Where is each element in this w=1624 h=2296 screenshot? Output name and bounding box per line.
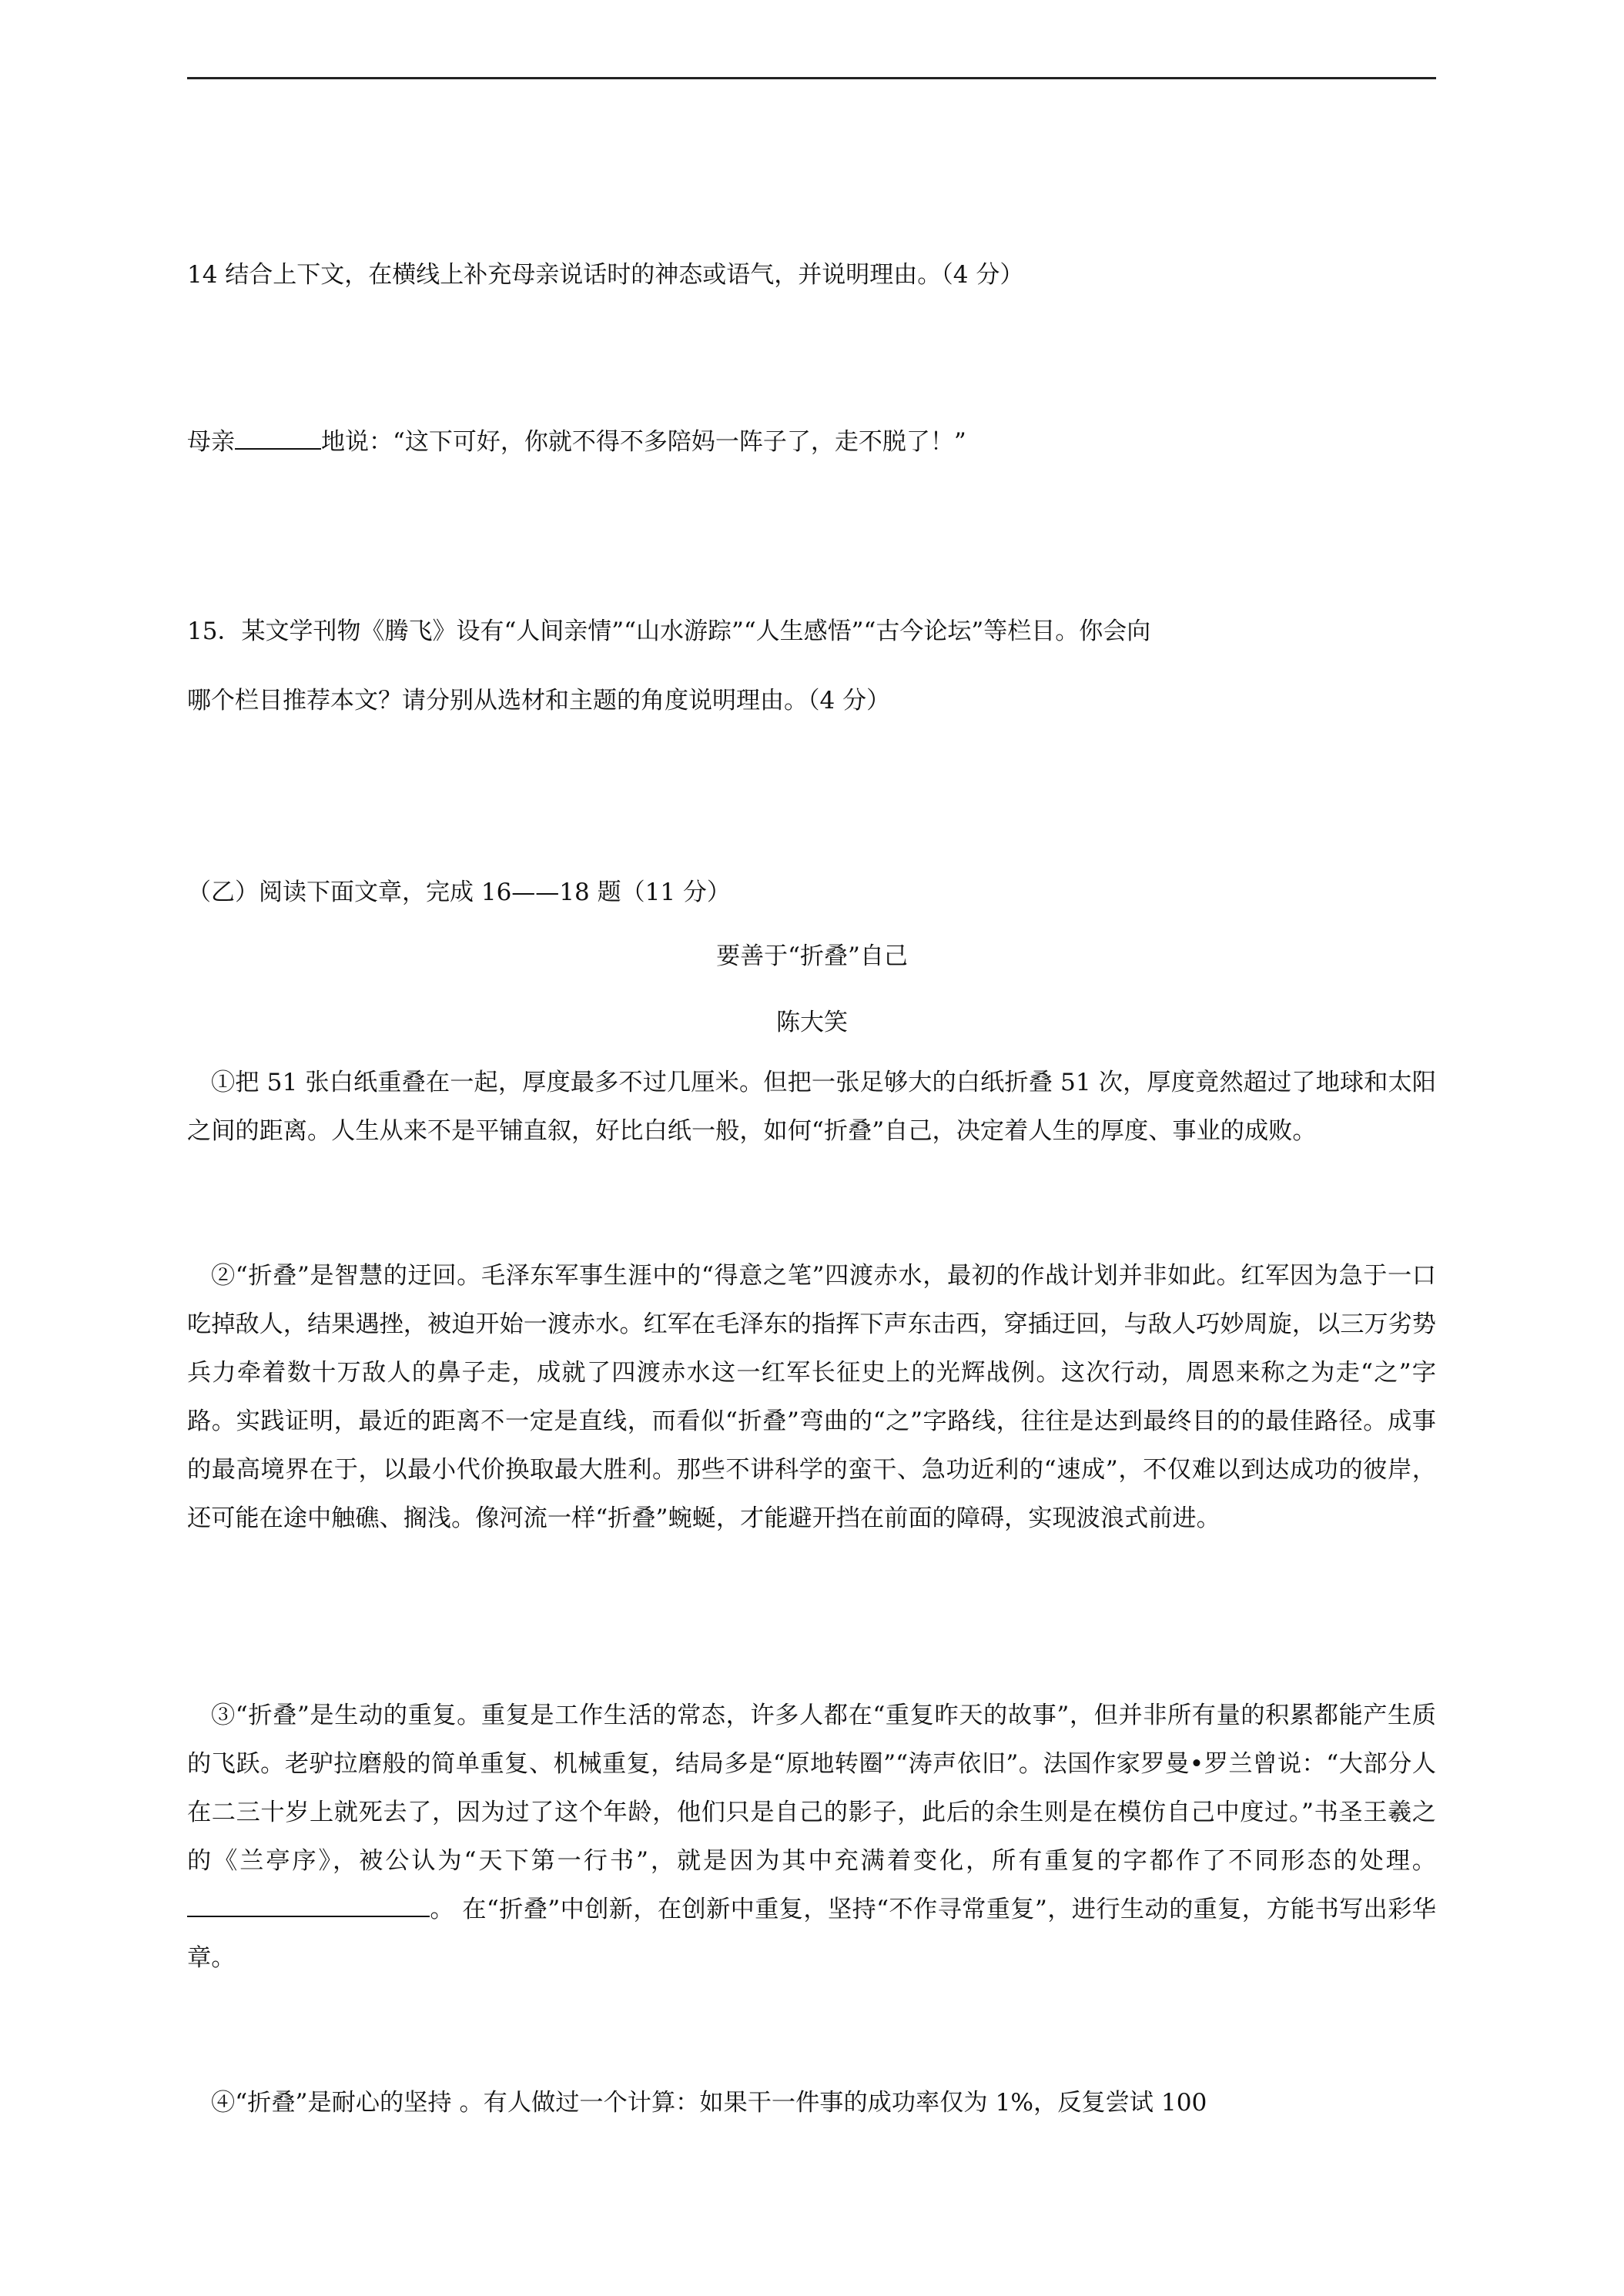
article-author: 陈大笑 [776,1009,848,1036]
answer-line-suffix: 地说：“这下可好，你就不得不多陪妈一阵子了，走不脱了！” [321,428,966,456]
section-b-intro: （乙）阅读下面文章，完成 16——18 题（11 分） [187,879,731,906]
answer-line-prefix: 母亲 [187,428,235,456]
paragraph-4: ④“折叠”是耐心的坚持 。有人做过一个计算：如果干一件事的成功率仅为 1%，反复尝试 100 [211,2089,1207,2117]
article-title: 要善于“折叠”自己 [716,942,908,970]
paragraph-3-text-before-blank: ③“折叠”是生动的重复。重复是工作生活的常态，许多人都在“重复昨天的故事”，但并非所有量的积累都能产生质的飞跃。老驴拉磨般的简单重复、机械重复，结局多是“原地转圈”“涛声依旧”。法国作家罗曼•罗兰曾说：“大部分人在二三十岁上就死去了，因为过了这个年龄，他们只是自己的影子，此后的余生则是在模仿自己中度过。”书圣王羲之的《兰亭序》，被公认为“天下第一行书”，就是因为其中充满着变化，所有重复的字都作了不同形态的处理。 [187,1702,1436,1875]
question-14-answer-line [187,425,966,457]
paragraph-3 [187,1692,1436,1983]
paragraph-3-blank[interactable] [187,1893,430,1917]
paragraph-3-text-after-blank: 。 在“折叠”中创新，在创新中重复，坚持“不作寻常重复”，进行生动的重复，方能书写出彩华章。 [187,1896,1436,1972]
question-15-line-2: 哪个栏目推荐本文？请分别从选材和主题的角度说明理由。（4 分） [187,687,891,715]
question-15-line-1: 15．某文学刊物《腾飞》设有“人间亲情”“山水游踪”“人生感悟”“古今论坛”等栏目。你会向 [187,618,1151,645]
paragraph-1: ①把 51 张白纸重叠在一起，厚度最多不过几厘米。但把一张足够大的白纸折叠 51 次，厚度竟然超过了地球和太阳之间的距离。人生从来不是平铺直叙，好比白纸一般，如何“折叠”自己，决定着人生的厚度、事业的成败。 [187,1069,1436,1145]
question-14: 14 结合上下文，在横线上补充母亲说话时的神态或语气，并说明理由。（4 分） [187,261,1024,289]
header-rule [187,77,1436,79]
answer-blank[interactable] [235,425,321,450]
paragraph-2: ②“折叠”是智慧的迂回。毛泽东军事生涯中的“得意之笔”四渡赤水，最初的作战计划并非如此。红军因为急于一口吃掉敌人，结果遇挫，被迫开始一渡赤水。红军在毛泽东的指挥下声东击西，穿插迂回，与敌人巧妙周旋，以三万劣势兵力牵着数十万敌人的鼻子走，成就了四渡赤水这一红军长征史上的光辉战例。这次行动，周恩来称之为走“之”字路。实践证明，最近的距离不一定是直线，而看似“折叠”弯曲的“之”字路线，往往是达到最终目的的最佳路径。成事的最高境界在于，以最小代价换取最大胜利。那些不讲科学的蛮干、急功近利的“速成”，不仅难以到达成功的彼岸，还可能在途中触礁、搁浅。像河流一样“折叠”蜿蜒，才能避开挡在前面的障碍，实现波浪式前进。 [187,1262,1436,1532]
